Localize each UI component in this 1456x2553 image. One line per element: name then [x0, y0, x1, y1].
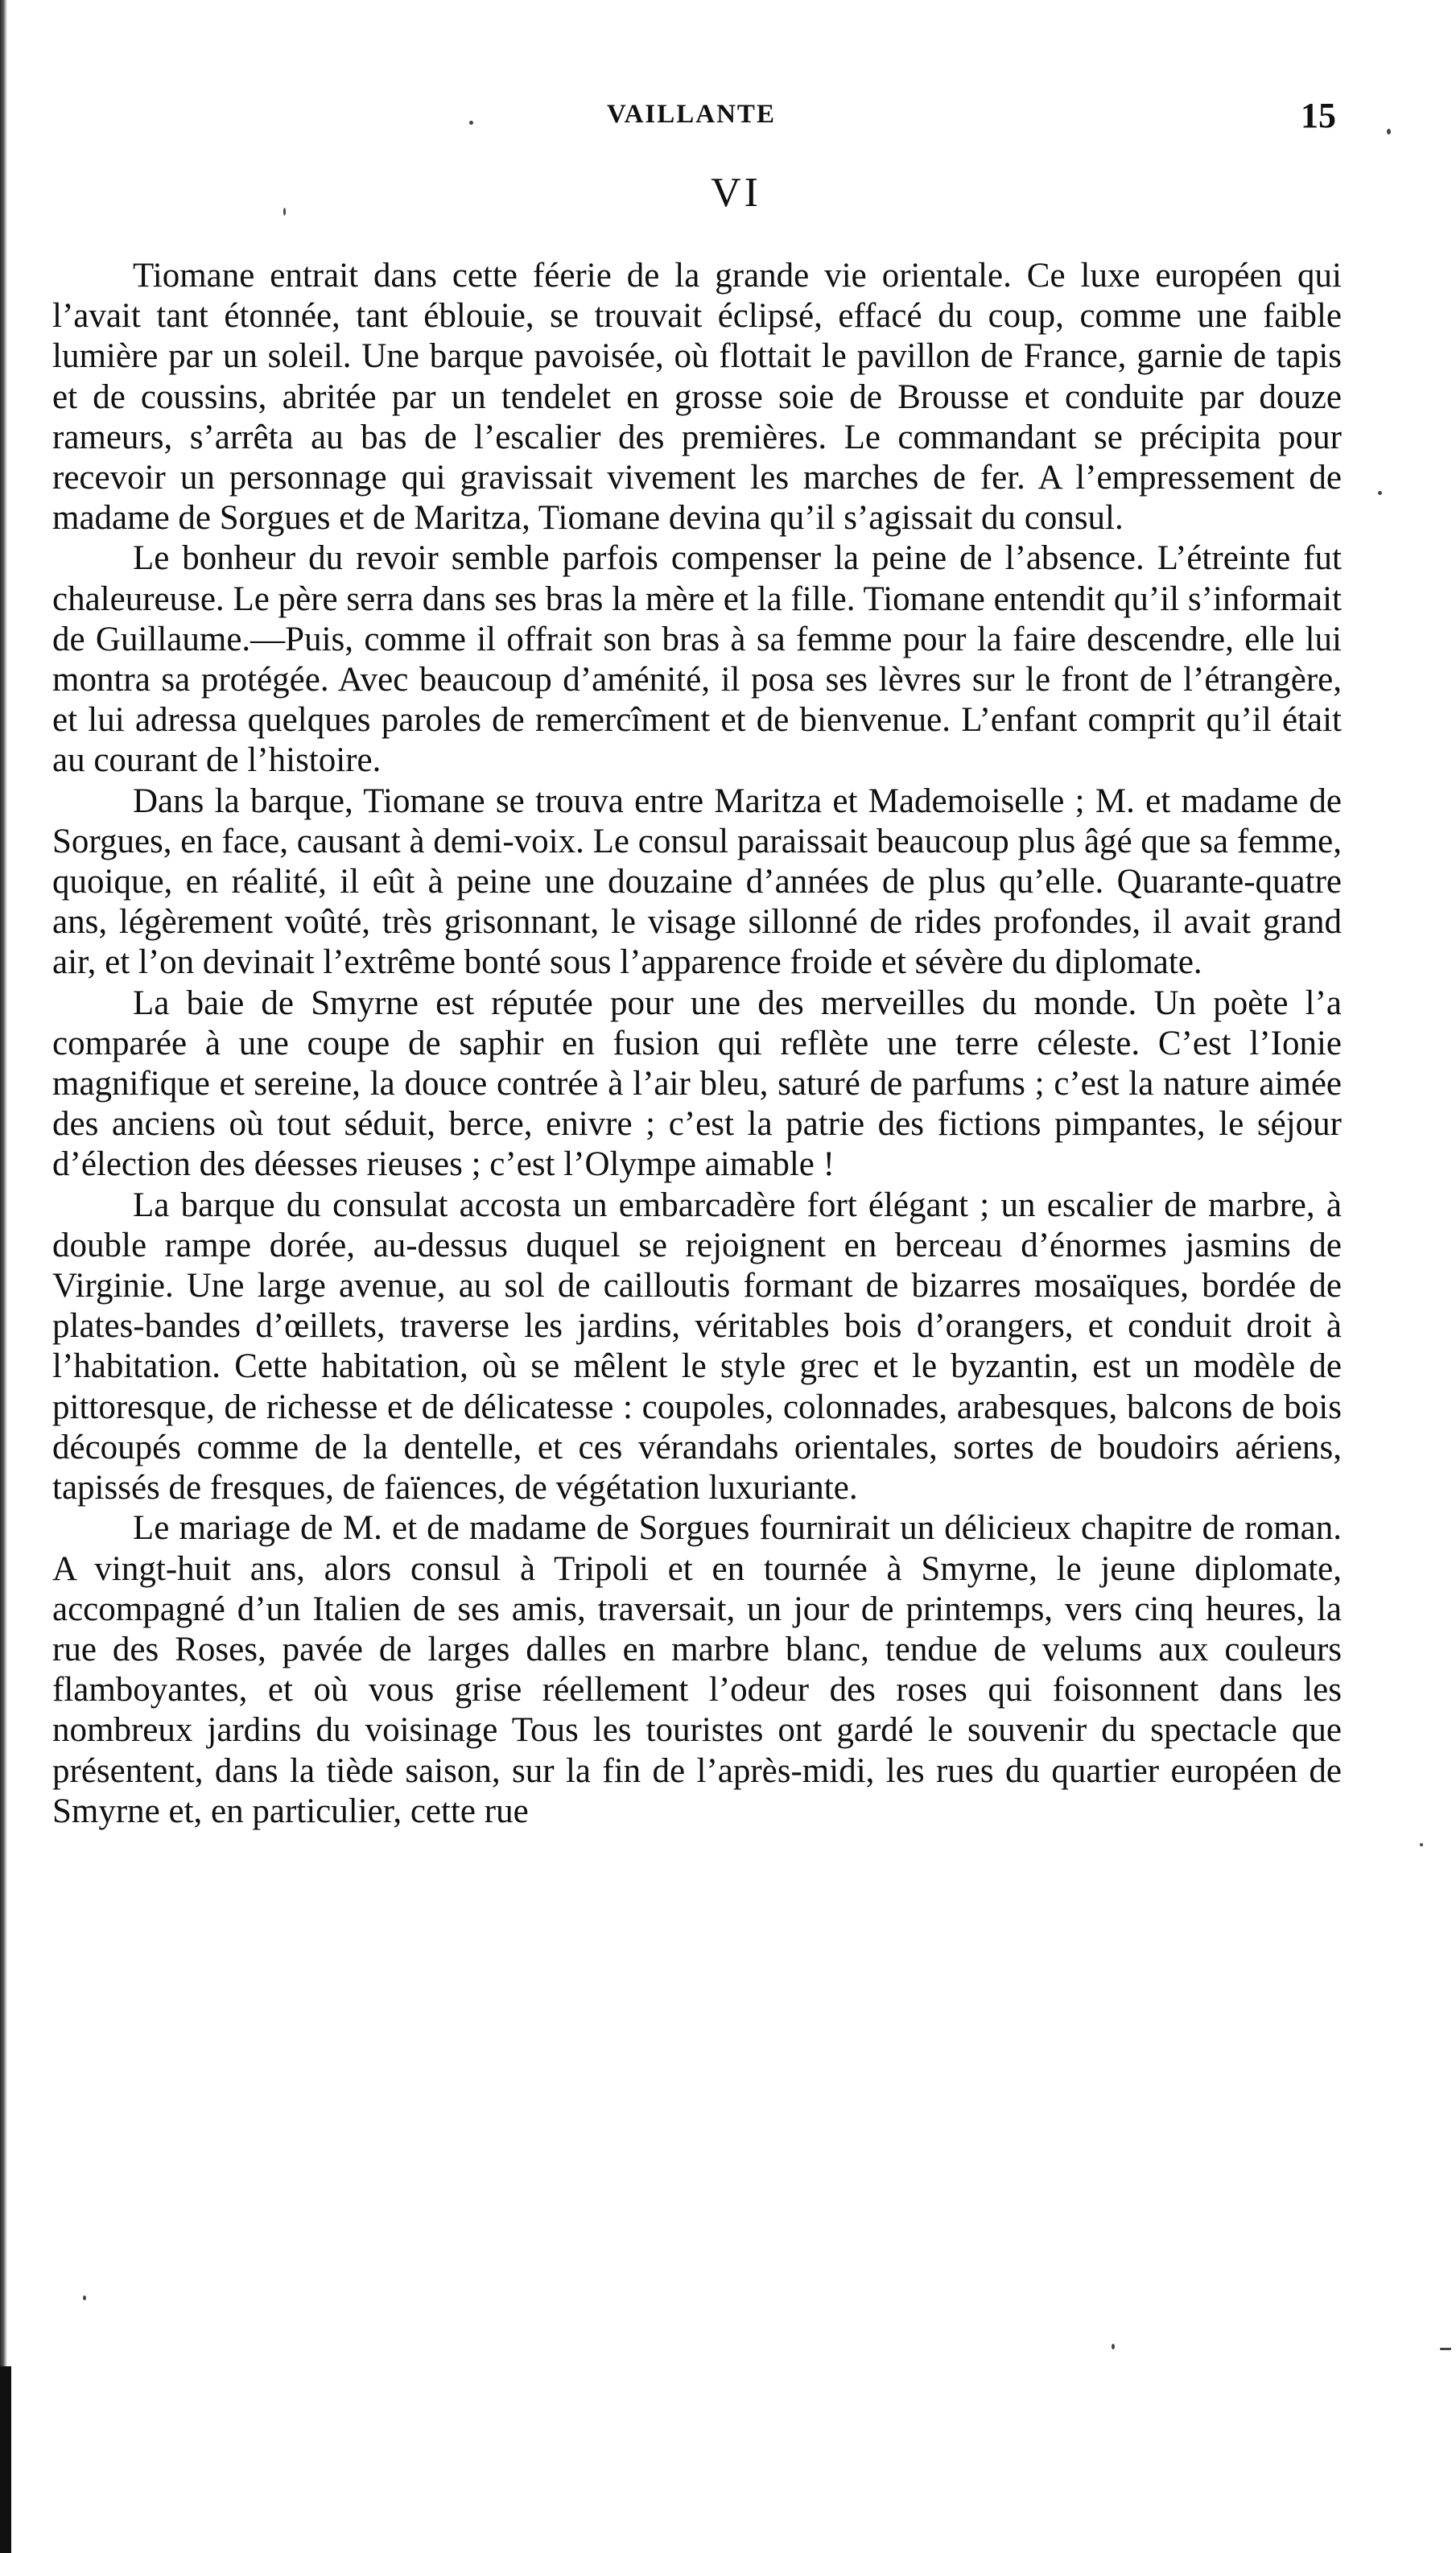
page-binding-mark	[0, 2366, 11, 2553]
paragraph-6: Le mariage de M. et de madame de Sorgues fournirait un délicieux chapitre de roman. A vingt-huit ans, alors consul à Tripoli et en tournée à Smyrne, le jeune diplomate, accompagné d’un Italien de ses amis, traversait, un jour de printemps, vers cinq heures, la rue des Roses, pavée de larges dalles en marbre blanc, tendue de velums aux couleurs flamboyantes, et où vous grise réellement l’odeur des roses qui foisonnent dans les nombreux jardins du voisinage Tous les touristes ont gardé le souvenir du spectacle que présentent, dans la tiède saison, sur la fin de l’après-midi, les rues du quartier européen de Smyrne et, en particulier, cette rue	[52, 1509, 1342, 1830]
paragraph-2: Le bonheur du revoir semble parfois compenser la peine de l’absence. L’étreinte fut chaleureuse. Le père serra dans ses bras la mère et la fille. Tiomane entendit qu’il s’informait de Guillaume.—Puis, comme il offrait son bras à sa femme pour la faire descendre, elle lui montra sa protégée. Avec beaucoup d’aménité, il posa ses lèvres sur le front de l’étrangère, et lui adressa quelques paroles de remercîment et de bienvenue. L’enfant comprit qu’il était au courant de l’histoire.	[52, 539, 1342, 780]
scan-speck	[1440, 2348, 1451, 2350]
page-left-edge-shadow	[0, 0, 7, 2553]
paragraph-1: Tiomane entrait dans cette féerie de la grande vie orientale. Ce luxe européen qui l’avait tant étonnée, tant éblouie, se trouvait éclipsé, effacé du coup, comme une faible lumière par un soleil. Une barque pavoisée, où flottait le pavillon de France, garnie de tapis et de coussins, abritée par un tendelet en grosse soie de Brousse et conduite par douze rameurs, s’arrêta au bas de l’escalier des premières. Le commandant se précipita pour recevoir un personnage qui gravissait vivement les marches de fer. A l’empressement de madame de Sorgues et de Maritza, Tiomane devina qu’il s’agissait du consul.	[52, 257, 1342, 538]
scan-speck	[1420, 1843, 1423, 1846]
body-text	[52, 256, 1342, 1832]
running-title: VAILLANTE	[607, 100, 776, 129]
scan-speck	[283, 208, 286, 216]
running-header	[0, 95, 1456, 143]
paragraph-4: La baie de Smyrne est réputée pour une des merveilles du monde. Un poète l’a comparée à une coupe de saphir en fusion qui reflète une terre céleste. C’est l’Ionie magnifique et sereine, la douce contrée à l’air bleu, saturé de parfums ; c’est la nature aimée des anciens où tout séduit, berce, enivre ; c’est la patrie des fictions pimpantes, le séjour d’élection des déesses rieuses ; c’est l’Olympe aimable !	[52, 984, 1342, 1184]
chapter-heading: VI	[711, 170, 761, 216]
scan-speck	[1112, 2344, 1115, 2349]
scan-speck	[469, 121, 473, 125]
scan-speck	[1378, 491, 1382, 495]
page-number: 15	[1301, 96, 1336, 135]
paragraph-3: Dans la barque, Tiomane se trouva entre Maritza et Mademoiselle ; M. et madame de Sorgues, en face, causant à demi-voix. Le consul paraissait beaucoup plus âgé que sa femme, quoique, en réalité, il eût à peine une douzaine d’années de plus qu’elle. Quarante-quatre ans, légèrement voûté, très grisonnant, le visage sillonné de rides profondes, il avait grand air, et l’on devinait l’extrême bonté sous l’apparence froide et sévère du diplomate.	[52, 782, 1342, 982]
paragraph-5: La barque du consulat accosta un embarcadère fort élégant ; un escalier de marbre, à double rampe dorée, au-dessus duquel se rejoignent en berceau d’énormes jasmins de Virginie. Une large avenue, au sol de cailloutis formant de bizarres mosaïques, bordée de plates-bandes d’œillets, traverse les jardins, véritables bois d’orangers, et conduit droit à l’habitation. Cette habitation, où se mêlent le style grec et le byzantin, est un modèle de pittoresque, de richesse et de délicatesse : coupoles, colonnades, arabesques, balcons de bois découpés comme de la dentelle, et ces vérandahs orientales, sortes de boudoirs aériens, tapissés de fresques, de faïences, de végétation luxuriante.	[52, 1186, 1342, 1507]
scan-speck	[1387, 129, 1391, 134]
scan-speck	[83, 2295, 86, 2300]
